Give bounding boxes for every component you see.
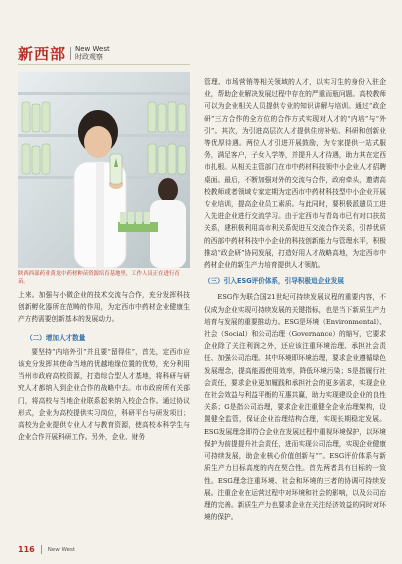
right-column	[204, 76, 386, 523]
masthead	[18, 44, 208, 62]
section-label-cn: 时政观察	[75, 53, 104, 61]
section-label-en: New West	[75, 45, 110, 53]
left-paragraph-2: 要坚持“内培外引”并且要“留得住”，首先，定西市应该充分发挥其使命当地的优越地缘位置的优势，充分利用当州市政府高校资源，打造综合型人才基地，将科研与研究人才都纳入到企业合作的战略中去。市市政府所有关部门，将高校与当地企业联系起来纳入校企合作。通过协议形式，企业为高校提供实习岗位，科研平台与研发项目；高校为企业提供专业人才与教育资源，使高校本科学生与企业合作开展科研工作。另外，企业、财务	[18, 347, 190, 442]
page-footer	[18, 545, 75, 554]
lab-photo	[18, 72, 190, 268]
lab-photo-illustration	[18, 72, 190, 268]
photo-caption: 陕西西部药业黄龙中药材种苗资源培育基地里，工作人员正在进行育苗。	[18, 271, 180, 285]
right-paragraph-2: ESG作为联合国21世纪可持续发展议程的重要内容，不仅成为企业实现可持续发展的关键指标，也是当下新质生产力培育与发展的重要推动力。ESG是环境（Environmental）、社会（Social）和公司治理（Governance）的缩写，它要求企业除了关注利润之外，还应该注重环境治理、承担社会责任、加强公司治理。其中环境即环境治理，要求企业遵循绿色发展理念，提高能源使用效率，降低环境污染；S是指履行社会责任，要求企业更加履践和承担社会的更多需求，实现企业在社会效益与利益平衡的互惠共赢，助力实现建设企业的良性关系；G是指公司治理，要求企业注重健全企业治理架构，设置健全监管，保证企业治理结构合理，实现长期稳定发展。ESG发展理念即符合企业在发展过程中重视环境保护，以环境保护为前提提升社会责任，进而实现公司治理，实现企业健康可持续发展，助企业核心价值创新与“”。ESG评价体系与新质生产力目标高度的内在契合性。首先两者具有目标的一致性。ESG理念注重环境、社会和环境的三者的协调可持续发展。注重企业在运营过程中对环境和社会的影响，以及公司治理的完善。新质生产力也要求企业在关注经济效益的同时对环境的保护。	[204, 293, 386, 522]
footer-magazine-name: New West	[47, 546, 75, 553]
section-heading-2: （二）增加人才数量	[26, 333, 86, 342]
right-paragraph-1: 管理、市场营销等相关领域的人才，以实习生的身份入驻企业，帮助企业解决发展过程中存在的严重而瓶问题。高校教师可以为企业相关人员提供专业的知识讲解与培训。通过“政企研”三方合作的全方位的合作方式实现对人才的“内培”与“外引”。其次，为引进高层次人才提供住房补贴、科研和创新业等优厚待遇。两位人才引进开展鼓励，为专家提供一站式服务，满足客户，子女入学等，并提升人才待遇，助力其在定西市扎根。从相关主管部门在市中药材科技领中小企业人才招聘桌面。最后，不断加强对外的交流与合作，政府牵头，邀请高校教师或者领域专家定期为定西市中药材科技型中小企业开展专业培训，提高企业员工素质。与此同时，要积极派遣员工进入先进企业进行交流学习。由于定西市与青岛市已有对口扶贫关系，建积极利用高市利关系促进互交流合作关系，引荐优质的西部中药材科技中小企业的科技创新能力与管理水平，积极推动“政企研”协同发展，打造好用人才战略高地，为定西市中药材企业的新生产力培育提供人才领航。	[204, 78, 386, 270]
section-label	[75, 45, 110, 61]
magazine-title: 新西部	[18, 44, 67, 63]
section-heading-3: （三）引入ESG评价体系，引导积极追企业发展	[204, 277, 344, 286]
left-column	[18, 289, 190, 443]
footer-divider	[41, 545, 42, 554]
header-rule	[18, 64, 190, 65]
left-paragraph-1: 上来。加强与小微企业的技术交流与合作，充分发挥科技创新孵化器所在范畴的作用，为定西市中药材企业健康生产方药需要创新基本的发展动力。	[18, 291, 190, 324]
page-number: 116	[18, 545, 35, 554]
header-divider	[70, 47, 71, 60]
